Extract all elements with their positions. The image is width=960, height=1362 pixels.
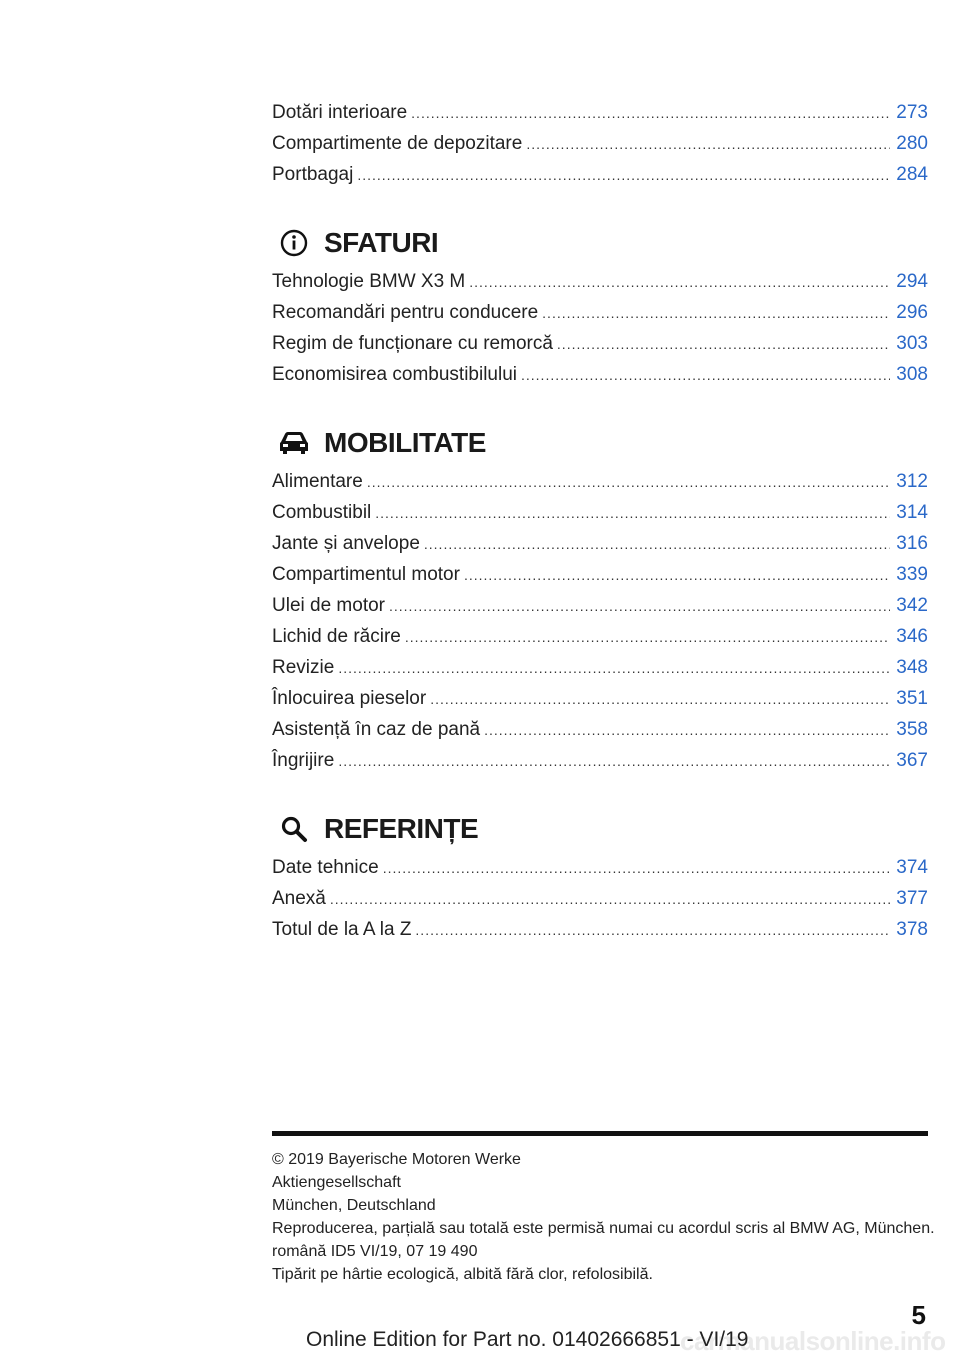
dot-leader <box>424 536 890 552</box>
dot-leader <box>430 691 890 707</box>
toc-page-link[interactable]: 303 <box>896 333 928 354</box>
footer-divider <box>272 1131 928 1136</box>
section-title: MOBILITATE <box>324 427 486 458</box>
toc-entry-title: Dotări interioare <box>272 102 408 123</box>
section-title: REFERINȚE <box>324 813 479 844</box>
car-icon <box>274 427 314 459</box>
toc-entry[interactable] <box>272 564 928 595</box>
toc-entry[interactable] <box>272 333 928 364</box>
dot-leader <box>484 722 890 738</box>
toc-entry[interactable] <box>272 164 928 195</box>
toc-entry-title: Ulei de motor <box>272 595 385 616</box>
toc-entry-title: Economisirea combustibilului <box>272 364 517 385</box>
dot-leader <box>542 305 890 321</box>
info-icon <box>274 227 314 259</box>
table-of-contents <box>272 102 928 950</box>
toc-entry-title: Anexă <box>272 888 326 909</box>
toc-entry[interactable] <box>272 364 928 395</box>
toc-entry[interactable] <box>272 719 928 750</box>
dot-leader <box>367 474 890 490</box>
toc-page-link[interactable]: 296 <box>896 302 928 323</box>
watermark: carmanualsonline.info <box>680 1326 946 1356</box>
toc-page-link[interactable]: 358 <box>896 719 928 740</box>
dot-leader <box>375 505 890 521</box>
dot-leader <box>383 860 891 876</box>
toc-entry-title: Portbagaj <box>272 164 354 185</box>
toc-entry[interactable] <box>272 533 928 564</box>
dot-leader <box>415 922 890 938</box>
toc-entry[interactable] <box>272 626 928 657</box>
toc-section-list <box>272 271 928 395</box>
toc-section-list <box>272 857 928 950</box>
dot-leader <box>338 753 890 769</box>
toc-section-list <box>272 471 928 781</box>
toc-page-link[interactable]: 280 <box>896 133 928 154</box>
toc-entry[interactable] <box>272 857 928 888</box>
toc-entry-title: Totul de la A la Z <box>272 919 412 940</box>
toc-entry-title: Asistență în caz de pană <box>272 719 481 740</box>
dot-leader <box>469 274 890 290</box>
toc-entry-title: Compartimente de depozitare <box>272 133 523 154</box>
toc-entry-title: Revizie <box>272 657 335 678</box>
toc-page-link[interactable]: 312 <box>896 471 928 492</box>
toc-page-link[interactable]: 367 <box>896 750 928 771</box>
edition-footer: Online Edition for Part no. 01402666851 - VI/19 <box>306 1328 749 1351</box>
imprint <box>272 1148 935 1286</box>
toc-entry[interactable] <box>272 657 928 688</box>
toc-page-link[interactable]: 273 <box>896 102 928 123</box>
toc-entry[interactable] <box>272 302 928 333</box>
dot-leader <box>357 167 890 183</box>
dot-leader <box>330 891 890 907</box>
toc-entry-title: Date tehnice <box>272 857 379 878</box>
imprint-paper-note: Tipărit pe hârtie ecologică, albită fără clor, refolosibilă. <box>272 1266 653 1283</box>
toc-top-list <box>272 102 928 195</box>
imprint-rights: Reproducerea, parțială sau totală este permisă numai cu acordul scris al BMW AG, München. <box>272 1220 935 1237</box>
section-heading-sfaturi <box>272 215 928 271</box>
dot-leader <box>389 598 890 614</box>
toc-entry[interactable] <box>272 102 928 133</box>
toc-entry[interactable] <box>272 271 928 302</box>
dot-leader <box>464 567 890 583</box>
toc-entry-title: Alimentare <box>272 471 363 492</box>
dot-leader <box>411 105 890 121</box>
toc-entry-title: Jante și anvelope <box>272 533 420 554</box>
toc-entry-title: Compartimentul motor <box>272 564 460 585</box>
section-heading-mobilitate <box>272 415 928 471</box>
toc-entry-title: Tehnologie BMW X3 M <box>272 271 466 292</box>
imprint-company: Aktiengesellschaft <box>272 1174 401 1191</box>
toc-page-link[interactable]: 377 <box>896 888 928 909</box>
toc-entry[interactable] <box>272 919 928 950</box>
search-icon <box>274 813 314 845</box>
dot-leader <box>405 629 890 645</box>
toc-entry[interactable] <box>272 502 928 533</box>
toc-page-link[interactable]: 294 <box>896 271 928 292</box>
toc-entry-title: Recomandări pentru conducere <box>272 302 539 323</box>
section-heading-referinte <box>272 801 928 857</box>
toc-page-link[interactable]: 314 <box>896 502 928 523</box>
dot-leader <box>557 336 890 352</box>
toc-page-link[interactable]: 284 <box>896 164 928 185</box>
imprint-copyright: © 2019 Bayerische Motoren Werke <box>272 1151 521 1168</box>
toc-entry[interactable] <box>272 688 928 719</box>
imprint-edition-id: română ID5 VI/19, 07 19 490 <box>272 1243 478 1260</box>
dot-leader <box>338 660 890 676</box>
toc-page-link[interactable]: 316 <box>896 533 928 554</box>
toc-entry-title: Lichid de răcire <box>272 626 401 647</box>
toc-page-link[interactable]: 342 <box>896 595 928 616</box>
toc-page-link[interactable]: 339 <box>896 564 928 585</box>
toc-page-link[interactable]: 346 <box>896 626 928 647</box>
dot-leader <box>521 367 890 383</box>
dot-leader <box>526 136 890 152</box>
toc-entry[interactable] <box>272 471 928 502</box>
toc-entry[interactable] <box>272 750 928 781</box>
page-number: 5 <box>911 1300 926 1330</box>
toc-entry-title: Îngrijire <box>272 750 335 771</box>
toc-entry-title: Înlocuirea pieselor <box>272 688 427 709</box>
toc-entry[interactable] <box>272 133 928 164</box>
section-title: SFATURI <box>324 227 439 258</box>
toc-entry-title: Combustibil <box>272 502 372 523</box>
toc-page-link[interactable]: 378 <box>896 919 928 940</box>
toc-page-link[interactable]: 308 <box>896 364 928 385</box>
toc-entry[interactable] <box>272 595 928 626</box>
toc-page-link[interactable]: 374 <box>896 857 928 878</box>
toc-page-link[interactable]: 351 <box>896 688 928 709</box>
imprint-location: München, Deutschland <box>272 1197 436 1214</box>
toc-entry-title: Regim de funcționare cu remorcă <box>272 333 553 354</box>
toc-page-link[interactable]: 348 <box>896 657 928 678</box>
toc-entry[interactable] <box>272 888 928 919</box>
